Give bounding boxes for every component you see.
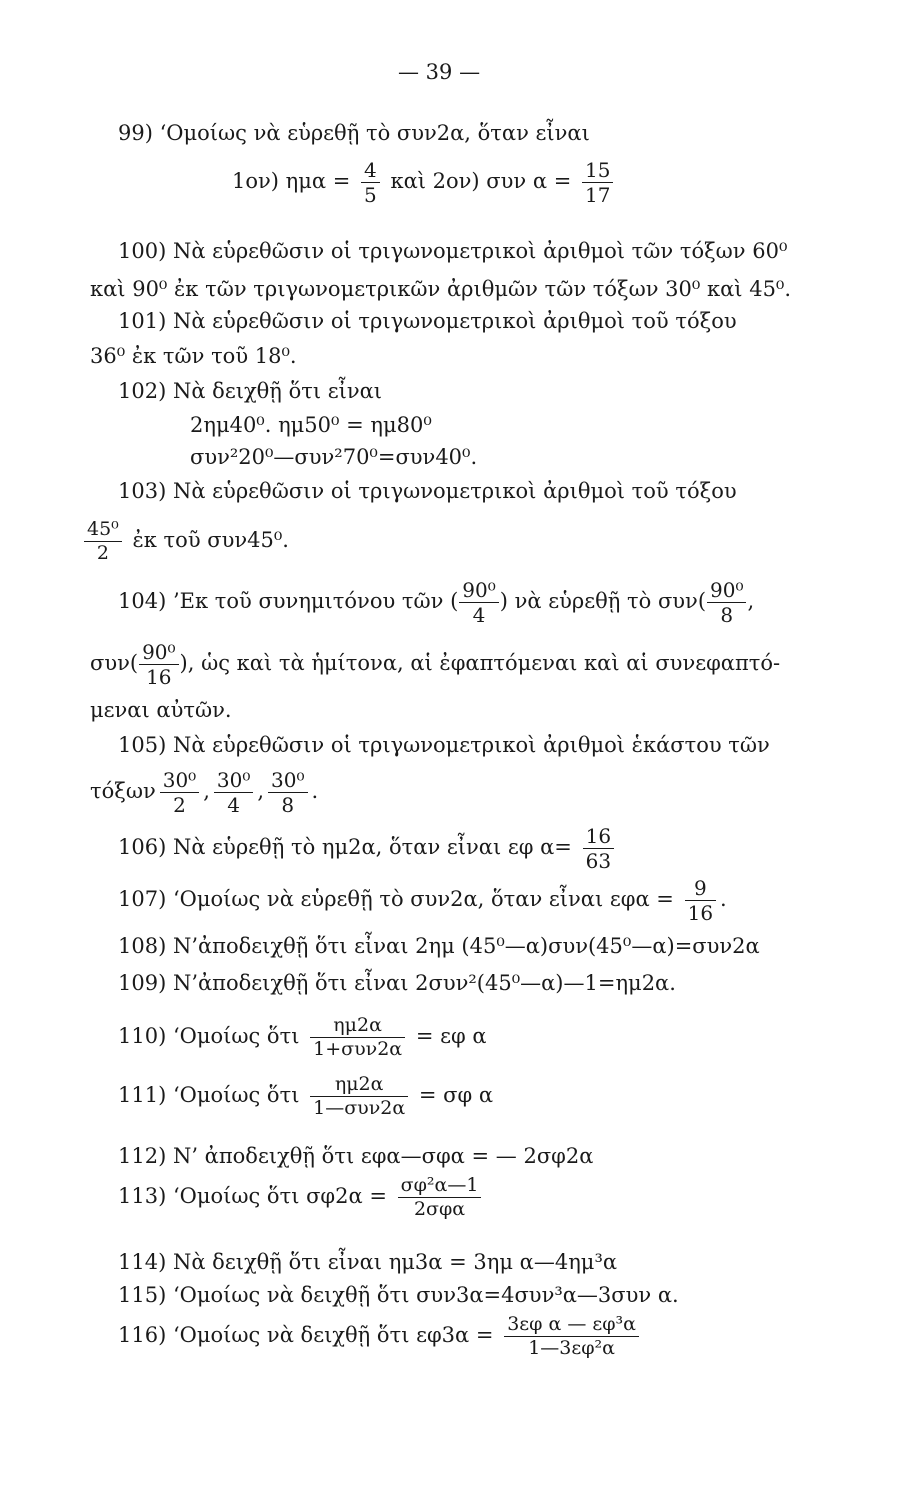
problem-104-mid: ) νὰ εὑρεθῇ τὸ συν(	[499, 589, 707, 613]
fraction-denominator: 4	[472, 603, 486, 627]
fraction-numerator: 30⁰	[268, 770, 307, 793]
fraction-numerator: 90⁰	[707, 580, 746, 603]
fraction-numerator: 16	[583, 826, 614, 849]
fraction-denominator: 2σφα	[413, 1198, 466, 1220]
problem-99-lhs: 1ον) ημα =	[232, 169, 351, 193]
problem-106-text: 106) Νὰ εὑρεθῇ τὸ ημ2α, ὅταν εἶναι εφ α=	[118, 835, 572, 859]
fraction-denominator: 2	[173, 793, 186, 817]
fraction-numerator: 4	[361, 160, 380, 183]
problem-104-end: ,	[747, 589, 755, 613]
problem-104-line1	[118, 580, 754, 625]
fraction	[398, 1176, 482, 1219]
problem-105-line2	[90, 770, 318, 815]
fraction-denominator: 1—συν2α	[313, 1097, 406, 1119]
problem-108: 108) Ν’ἀποδειχθῇ ὅτι εἶναι 2ημ (45⁰—α)συν(45⁰—α)=συν2α	[118, 934, 760, 958]
fraction	[685, 878, 716, 923]
problem-107-end: .	[720, 887, 727, 911]
problem-110-text: 110) ‘Ομοίως ὅτι	[118, 1024, 300, 1048]
problem-110	[118, 1016, 487, 1059]
fraction-numerator: 45⁰	[84, 520, 122, 542]
fraction-denominator: 17	[584, 183, 611, 207]
problem-99-mid: καὶ 2ον) συν α =	[390, 169, 572, 193]
fraction-denominator: 16	[146, 665, 172, 689]
problem-99-text: 99) ‘Ομοίως νὰ εὑρεθῇ τὸ συν2α, ὅταν εἶναι	[118, 121, 590, 145]
fraction	[160, 770, 199, 815]
fraction	[310, 1075, 408, 1118]
fraction-numerator: ημ2α	[310, 1016, 405, 1038]
fraction	[504, 1315, 639, 1358]
fraction-numerator: 9	[685, 878, 716, 901]
fraction-denominator: 63	[585, 849, 612, 873]
problem-104-l2-pre: συν(	[90, 651, 139, 675]
problem-104-line2	[90, 642, 780, 687]
problem-113	[118, 1176, 485, 1219]
fraction	[214, 770, 253, 815]
fraction	[582, 160, 613, 205]
page-number: — 39 —	[398, 60, 481, 84]
problem-103-line1: 103) Νὰ εὑρεθῶσιν οἱ τριγωνομετρικοὶ ἀριθμοὶ τοῦ τόξου	[118, 479, 737, 503]
problem-101-line1: 101) Νὰ εὑρεθῶσιν οἱ τριγωνομετρικοὶ ἀριθμοὶ τοῦ τόξου	[118, 309, 737, 333]
problem-111	[118, 1075, 493, 1118]
fraction-denominator: 8	[720, 603, 734, 627]
problem-109: 109) Ν’ἀποδειχθῇ ὅτι εἶναι 2συν²(45⁰—α)—1=ημ2α.	[118, 971, 676, 995]
fraction-numerator: 30⁰	[214, 770, 253, 793]
fraction	[459, 580, 498, 625]
problem-114: 114) Νὰ δειχθῇ ὅτι εἶναι ημ3α = 3ημ α—4ημ³α	[118, 1250, 618, 1274]
fraction-numerator: 90⁰	[139, 642, 178, 665]
problem-111-rhs: = σφ α	[418, 1083, 494, 1107]
fraction-denominator: 2	[96, 542, 109, 564]
problem-105-line1: 105) Νὰ εὑρεθῶσιν οἱ τριγωνομετρικοὶ ἀριθμοὶ ἑκάστου τῶν	[118, 733, 770, 757]
problem-100-line2: καὶ 90⁰ ἐκ τῶν τριγωνομετρικῶν ἀριθμῶν τῶν τόξων 30⁰ καὶ 45⁰.	[90, 277, 792, 301]
fraction-numerator: ημ2α	[310, 1075, 408, 1097]
separator: ,	[257, 779, 265, 803]
fraction-numerator: 90⁰	[459, 580, 498, 603]
problem-101-line2: 36⁰ ἐκ τῶν τοῦ 18⁰.	[90, 344, 297, 368]
problem-106	[118, 826, 618, 871]
fraction-denominator: 1—3εφ²α	[528, 1337, 615, 1359]
fraction-numerator: 30⁰	[160, 770, 199, 793]
problem-112: 112) Ν’ ἀποδειχθῇ ὅτι εφα—σφα = — 2σφ2α	[118, 1144, 594, 1168]
problem-116	[118, 1315, 643, 1358]
fraction	[707, 580, 746, 625]
fraction	[361, 160, 380, 205]
fraction-denominator: 16	[687, 901, 714, 925]
problem-103-line2	[84, 520, 289, 563]
problem-107	[118, 878, 727, 923]
problem-104-pre: 104) ’Εκ τοῦ συνημιτόνου τῶν (	[118, 589, 459, 613]
problem-110-rhs: = εφ α	[415, 1024, 487, 1048]
fraction-numerator: 15	[582, 160, 613, 183]
fraction-denominator: 5	[364, 183, 377, 207]
fraction-numerator: 3εφ α — εφ³α	[504, 1315, 639, 1337]
fraction-denominator: 1+συν2α	[313, 1038, 403, 1060]
fraction	[583, 826, 614, 871]
fraction	[139, 642, 178, 687]
problem-102-line3: συν²20⁰—συν²70⁰=συν40⁰.	[190, 445, 478, 469]
fraction	[84, 520, 122, 563]
problem-116-text: 116) ‘Ομοίως νὰ δειχθῇ ὅτι εφ3α =	[118, 1323, 494, 1347]
fraction	[268, 770, 307, 815]
problem-104-line3: μεναι αὐτῶν.	[90, 698, 232, 722]
fraction	[310, 1016, 405, 1059]
problem-104-l2-post: ), ὡς καὶ τὰ ἡμίτονα, αἱ ἐφαπτόμεναι καὶ αἱ συνεφαπτό-	[179, 651, 781, 675]
problem-105-pre: τόξων	[90, 779, 156, 803]
problem-103-text: ἐκ τοῦ συν45⁰.	[132, 528, 289, 552]
problem-100-line1: 100) Νὰ εὑρεθῶσιν οἱ τριγωνομετρικοὶ ἀριθμοὶ τῶν τόξων 60⁰	[118, 239, 788, 263]
separator: ,	[203, 779, 210, 803]
problem-102-line2: 2ημ40⁰. ημ50⁰ = ημ80⁰	[190, 413, 432, 437]
fraction-numerator: σφ²α—1	[398, 1176, 482, 1198]
problem-107-text: 107) ‘Ομοίως νὰ εὑρεθῇ τὸ συν2α, ὅταν εἶναι εφα =	[118, 887, 674, 911]
problem-105-end: .	[311, 779, 319, 803]
problem-113-text: 113) ‘Ομοίως ὅτι σφ2α =	[118, 1184, 387, 1208]
problem-102-line1: 102) Νὰ δειχθῇ ὅτι εἶναι	[118, 379, 383, 403]
fraction-denominator: 8	[281, 793, 295, 817]
fraction-denominator: 4	[227, 793, 240, 817]
problem-99-formula	[232, 160, 617, 205]
problem-111-text: 111) ‘Ομοίως ὅτι	[118, 1083, 300, 1107]
problem-115: 115) ‘Ομοίως νὰ δειχθῇ ὅτι συν3α=4συν³α—3συν α.	[118, 1283, 679, 1307]
